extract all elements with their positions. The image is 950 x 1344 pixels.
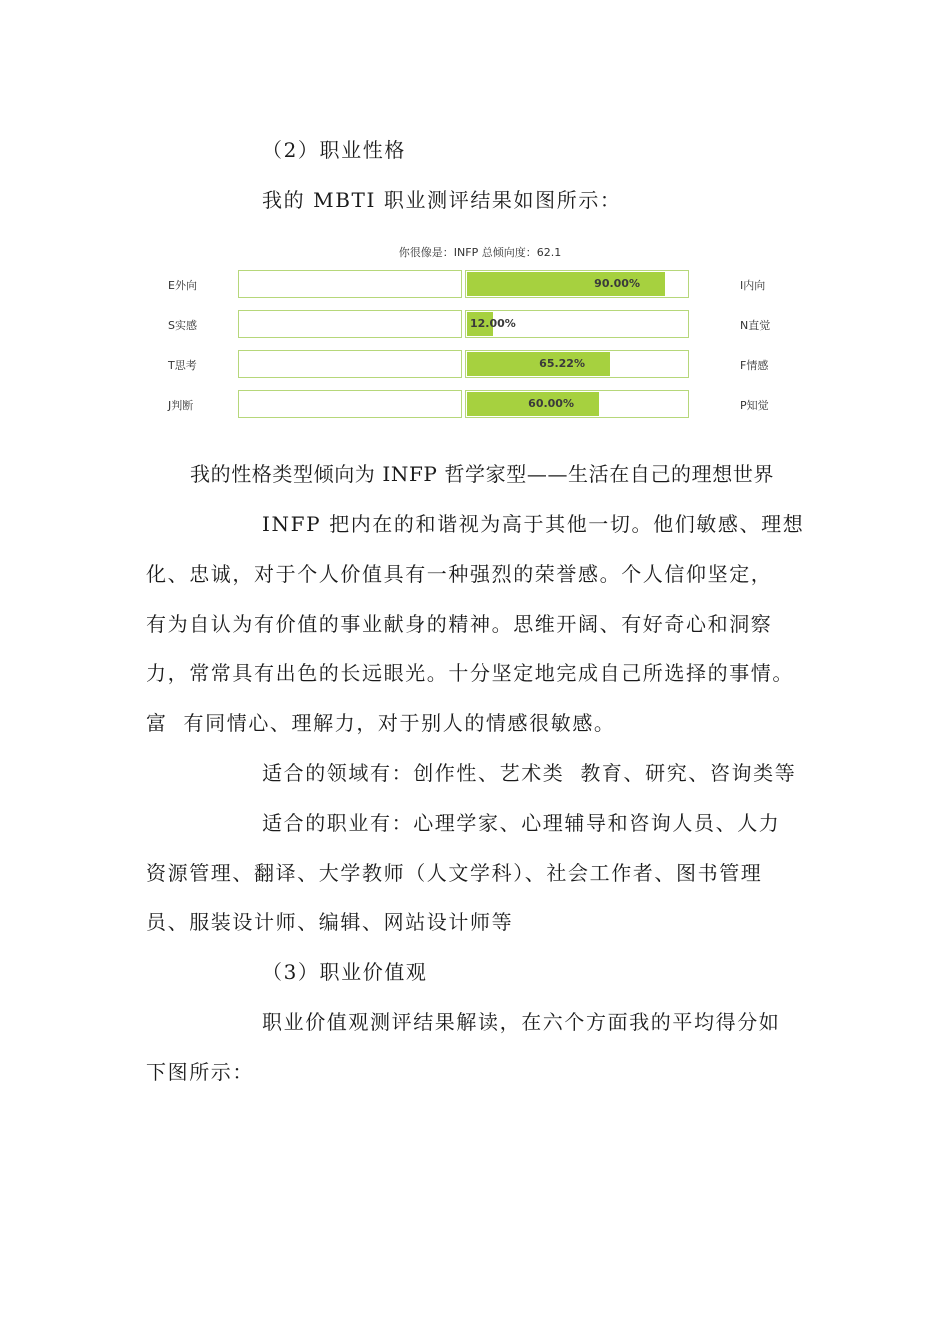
row-percent-label: 12.00% <box>470 317 516 330</box>
row-left-label: S实感 <box>168 319 197 332</box>
suitable-jobs-1: 适合的职业有：心理学家、心理辅导和咨询人员、人力 <box>262 811 781 835</box>
row-left-label: T思考 <box>168 359 197 372</box>
row-percent-label: 60.00% <box>528 397 574 410</box>
infp-desc-2: 化、忠诚，对于个人价值具有一种强烈的荣誉感。个人信仰坚定， <box>146 562 773 586</box>
row-left-box <box>238 310 462 338</box>
section3-title: （3）职业价值观 <box>262 960 428 984</box>
mbti-chart <box>160 240 800 420</box>
values-intro-2: 下图所示： <box>146 1060 254 1084</box>
infp-desc-3: 有为自认为有价值的事业献身的精神。思维开阔、有好奇心和洞察 <box>146 612 773 636</box>
infp-desc-1: INFP 把内在的和谐视为高于其他一切。他们敏感、理想 <box>262 512 805 536</box>
row-right-box <box>465 350 689 378</box>
row-left-box <box>238 390 462 418</box>
suitable-jobs-2: 资源管理、翻译、大学教师（人文学科）、社会工作者、图书管理 <box>146 861 763 885</box>
row-left-box <box>238 270 462 298</box>
row-percent-label: 65.22% <box>539 357 585 370</box>
row-left-label: J判断 <box>168 399 194 412</box>
row-left-box <box>238 350 462 378</box>
row-right-box <box>465 390 689 418</box>
values-intro-1: 职业价值观测评结果解读，在六个方面我的平均得分如 <box>262 1010 781 1034</box>
row-percent-label: 90.00% <box>594 277 640 290</box>
suitable-fields: 适合的领域有：创作性、艺术类 教育、研究、咨询类等 <box>262 761 797 785</box>
chart-title: 你很像是：INFP 总倾向度：62.1 <box>398 246 562 259</box>
infp-desc-5: 富 有同情心、理解力，对于别人的情感很敏感。 <box>146 711 616 735</box>
infp-desc-4: 力，常常具有出色的长远眼光。十分坚定地完成自己所选择的事情。 <box>146 661 794 685</box>
row-right-label: N直觉 <box>740 319 771 332</box>
suitable-jobs-3: 员、服装设计师、编辑、网站设计师等 <box>146 910 514 934</box>
row-right-label: F情感 <box>740 359 769 372</box>
mbti-intro: 我的 MBTI 职业测评结果如图所示： <box>262 188 622 212</box>
type-line: 我的性格类型倾向为 INFP 哲学家型——生活在自己的理想世界 <box>190 462 775 486</box>
row-right-box <box>465 270 689 298</box>
row-right-label: P知觉 <box>740 399 769 412</box>
row-right-label: I内向 <box>740 279 766 292</box>
row-left-label: E外向 <box>168 279 197 292</box>
section2-title: （2）职业性格 <box>262 138 406 162</box>
row-right-box <box>465 310 689 338</box>
